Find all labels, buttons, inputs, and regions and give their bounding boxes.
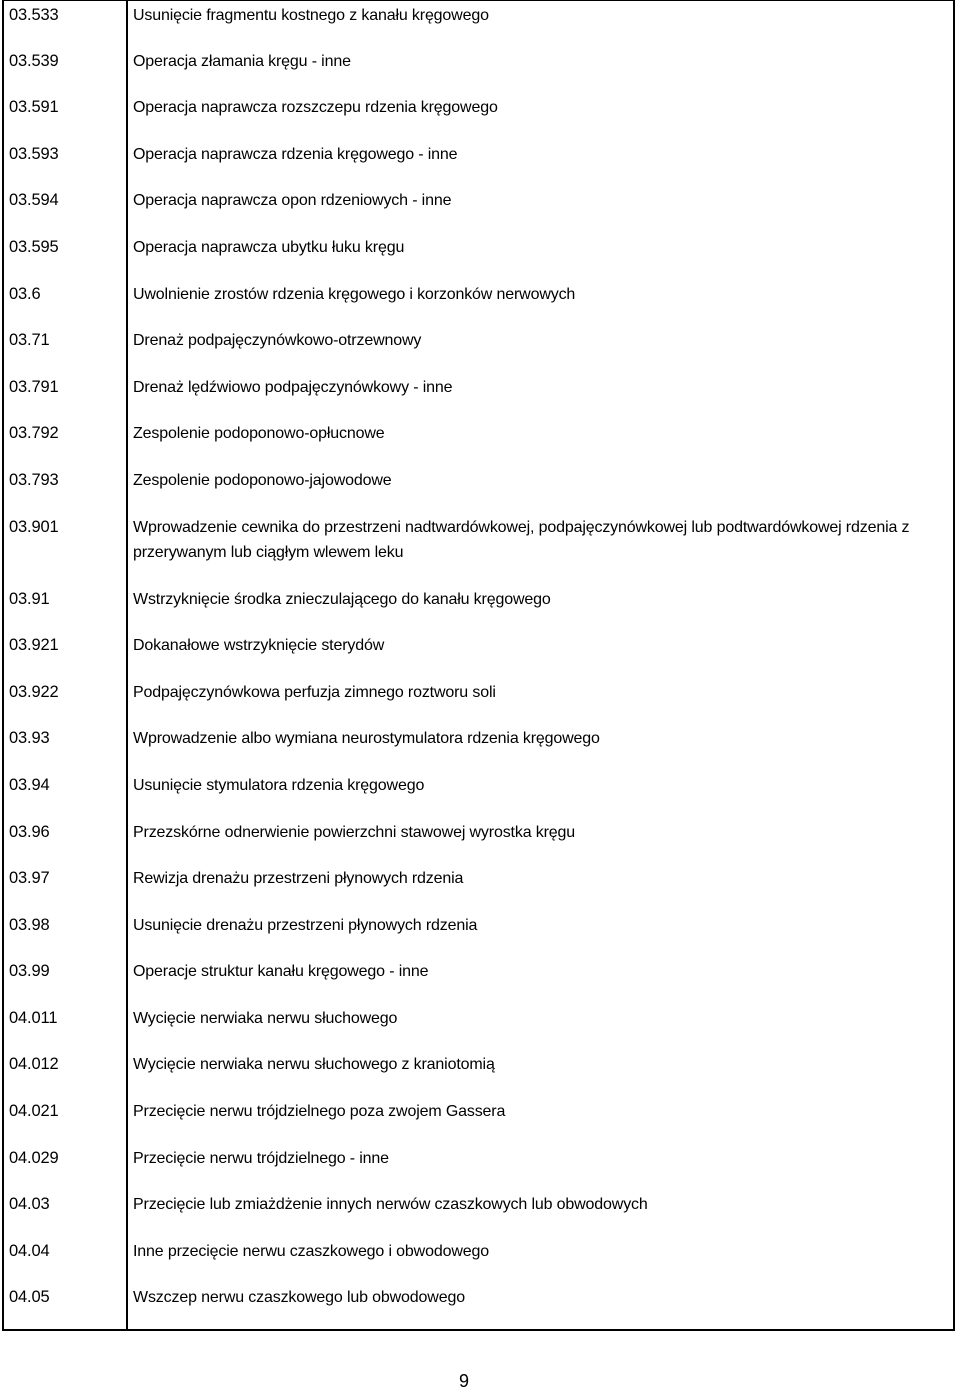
table-row — [3, 911, 954, 958]
table-row — [3, 0, 954, 47]
procedure-description: Przezskórne odnerwienie powierzchni stawowej wyrostka kręgu — [133, 823, 576, 841]
procedure-code-cell — [3, 466, 127, 513]
procedure-code-cell — [3, 419, 127, 466]
procedure-description-cell — [127, 864, 954, 911]
table-row — [3, 771, 954, 818]
procedure-description: Rewizja drenażu przestrzeni płynowych rdzenia — [133, 870, 464, 888]
table-row — [3, 326, 954, 373]
procedure-description: Wszczep nerwu czaszkowego lub obwodowego — [133, 1289, 465, 1307]
procedure-description: Drenaż podpajęczynówkowo-otrzewnowy — [133, 332, 422, 350]
procedure-description: Zespolenie podoponowo-opłucnowe — [133, 425, 385, 443]
table-row — [3, 724, 954, 771]
procedure-description: Podpajęczynówkowa perfuzja zimnego roztworu soli — [133, 683, 496, 701]
procedure-description: Usunięcie stymulatora rdzenia kręgowego — [133, 776, 425, 794]
procedure-description-cell — [127, 818, 954, 865]
procedure-code-cell — [3, 1004, 127, 1051]
procedure-code-cell — [3, 93, 127, 140]
procedure-code-cell — [3, 513, 127, 585]
table-row — [3, 373, 954, 420]
table-row — [3, 47, 954, 94]
procedure-code-cell — [3, 326, 127, 373]
table-row — [3, 466, 954, 513]
procedure-code-cell — [3, 818, 127, 865]
table-row — [3, 186, 954, 233]
procedure-code-cell — [3, 864, 127, 911]
table-row — [3, 140, 954, 187]
procedure-description: Usunięcie fragmentu kostnego z kanału kręgowego — [133, 7, 489, 24]
procedure-code-cell — [3, 1283, 127, 1330]
procedure-description-cell — [127, 0, 954, 47]
procedure-description: Operacja naprawcza rdzenia kręgowego - inne — [133, 145, 458, 163]
table-row — [3, 864, 954, 911]
procedure-code: 03.594 — [9, 191, 59, 210]
table-row — [3, 513, 954, 585]
procedure-code-cell — [3, 140, 127, 187]
procedure-description: Operacja naprawcza rozszczepu rdzenia kręgowego — [133, 99, 498, 117]
table-row — [3, 818, 954, 865]
procedure-code-cell — [3, 47, 127, 94]
procedure-code-cell — [3, 1097, 127, 1144]
procedure-description: Wprowadzenie cewnika do przestrzeni nadtwardówkowej, podpajęczynówkowej lub podtwardówkowej rdzenia z przerywanym lub ciągłym wlewem leku — [133, 518, 910, 561]
procedure-code-cell — [3, 724, 127, 771]
procedure-code-cell — [3, 1050, 127, 1097]
procedure-description-cell — [127, 466, 954, 513]
procedure-code: 03.921 — [9, 636, 59, 655]
procedure-code: 03.901 — [9, 517, 59, 536]
table-row — [3, 957, 954, 1004]
procedure-description-cell — [127, 140, 954, 187]
procedure-description-cell — [127, 47, 954, 94]
procedure-code-cell — [3, 1190, 127, 1237]
procedure-description-cell — [127, 1004, 954, 1051]
procedure-description: Przecięcie nerwu trójdzielnego - inne — [133, 1149, 389, 1167]
procedure-description-cell — [127, 585, 954, 632]
procedure-code: 03.99 — [9, 962, 50, 981]
table-row — [3, 419, 954, 466]
procedure-code: 03.98 — [9, 915, 50, 934]
procedure-description-cell — [127, 186, 954, 233]
procedure-description: Operacje struktur kanału kręgowego - inne — [133, 963, 429, 981]
procedure-description-cell — [127, 1050, 954, 1097]
procedure-description-cell — [127, 1097, 954, 1144]
procedure-description: Dokanałowe wstrzyknięcie sterydów — [133, 637, 385, 655]
procedure-description: Wycięcie nerwiaka nerwu słuchowego — [133, 1009, 398, 1027]
procedure-code: 03.792 — [9, 424, 59, 443]
procedure-description: Operacja naprawcza ubytku łuku kręgu — [133, 238, 405, 256]
procedure-code: 04.021 — [9, 1102, 59, 1121]
procedure-code-cell — [3, 0, 127, 47]
procedure-description-cell — [127, 1190, 954, 1237]
procedure-description-cell — [127, 911, 954, 958]
procedure-code-cell — [3, 233, 127, 280]
table-row — [3, 631, 954, 678]
procedure-code-cell — [3, 911, 127, 958]
procedure-code: 04.04 — [9, 1241, 50, 1260]
table-row — [3, 93, 954, 140]
procedure-code: 03.96 — [9, 822, 50, 841]
procedure-code-table-body — [3, 0, 954, 1330]
table-row — [3, 280, 954, 327]
procedure-description-cell — [127, 513, 954, 585]
procedure-code-cell — [3, 1237, 127, 1284]
table-row — [3, 1237, 954, 1284]
procedure-description-cell — [127, 233, 954, 280]
table-row — [3, 1004, 954, 1051]
procedure-code-cell — [3, 373, 127, 420]
procedure-description-cell — [127, 1283, 954, 1330]
procedure-code-cell — [3, 771, 127, 818]
procedure-code-table — [2, 0, 955, 1331]
procedure-description-cell — [127, 771, 954, 818]
procedure-code: 03.793 — [9, 470, 59, 489]
procedure-code-cell — [3, 957, 127, 1004]
procedure-code: 04.03 — [9, 1195, 50, 1214]
procedure-code: 03.94 — [9, 775, 50, 794]
procedure-description: Wstrzyknięcie środka znieczulającego do kanału kręgowego — [133, 590, 551, 608]
procedure-code: 03.595 — [9, 237, 59, 256]
procedure-code: 04.029 — [9, 1148, 59, 1167]
table-row — [3, 1097, 954, 1144]
procedure-description: Usunięcie drenażu przestrzeni płynowych rdzenia — [133, 916, 478, 934]
procedure-description-cell — [127, 1144, 954, 1191]
table-row — [3, 233, 954, 280]
procedure-code: 03.71 — [9, 331, 50, 350]
procedure-description-cell — [127, 678, 954, 725]
procedure-description: Uwolnienie zrostów rdzenia kręgowego i korzonków nerwowych — [133, 285, 576, 303]
procedure-code: 03.539 — [9, 51, 59, 70]
procedure-code: 03.97 — [9, 869, 50, 888]
procedure-code-cell — [3, 585, 127, 632]
table-row — [3, 1283, 954, 1330]
procedure-description-cell — [127, 1237, 954, 1284]
procedure-description: Przecięcie nerwu trójdzielnego poza zwojem Gassera — [133, 1103, 506, 1121]
procedure-code: 04.011 — [9, 1008, 58, 1027]
table-row — [3, 1190, 954, 1237]
procedure-code: 03.593 — [9, 144, 59, 163]
table-row — [3, 678, 954, 725]
table-row — [3, 1144, 954, 1191]
procedure-description-cell — [127, 280, 954, 327]
procedure-description: Drenaż lędźwiowo podpajęczynówkowy - inne — [133, 378, 453, 396]
procedure-description: Zespolenie podoponowo-jajowodowe — [133, 471, 392, 489]
table-row — [3, 585, 954, 632]
procedure-code: 03.6 — [9, 284, 41, 303]
procedure-code-cell — [3, 280, 127, 327]
procedure-description-cell — [127, 957, 954, 1004]
procedure-description: Operacja złamania kręgu - inne — [133, 52, 351, 70]
procedure-description-cell — [127, 93, 954, 140]
page-number: 9 — [458, 1371, 469, 1391]
procedure-description: Operacja naprawcza opon rdzeniowych - inne — [133, 192, 452, 210]
procedure-description: Wycięcie nerwiaka nerwu słuchowego z kraniotomią — [133, 1056, 495, 1074]
procedure-description-cell — [127, 724, 954, 771]
procedure-code-cell — [3, 1144, 127, 1191]
procedure-code: 03.533 — [9, 6, 59, 24]
procedure-description-cell — [127, 326, 954, 373]
procedure-code: 04.05 — [9, 1288, 50, 1307]
table-row — [3, 1050, 954, 1097]
procedure-description-cell — [127, 373, 954, 420]
procedure-code: 03.591 — [9, 98, 59, 117]
procedure-code: 03.791 — [9, 377, 59, 396]
procedure-description: Inne przecięcie nerwu czaszkowego i obwodowego — [133, 1242, 489, 1260]
procedure-code-cell — [3, 186, 127, 233]
procedure-code-cell — [3, 678, 127, 725]
procedure-code: 04.012 — [9, 1055, 59, 1074]
procedure-description-cell — [127, 631, 954, 678]
procedure-code: 03.922 — [9, 682, 59, 701]
procedure-code-cell — [3, 631, 127, 678]
procedure-description: Wprowadzenie albo wymiana neurostymulatora rdzenia kręgowego — [133, 730, 600, 748]
procedure-code: 03.91 — [9, 589, 50, 608]
procedure-description-cell — [127, 419, 954, 466]
procedure-code: 03.93 — [9, 729, 50, 748]
procedure-description: Przecięcie lub zmiażdżenie innych nerwów czaszkowych lub obwodowych — [133, 1196, 648, 1214]
